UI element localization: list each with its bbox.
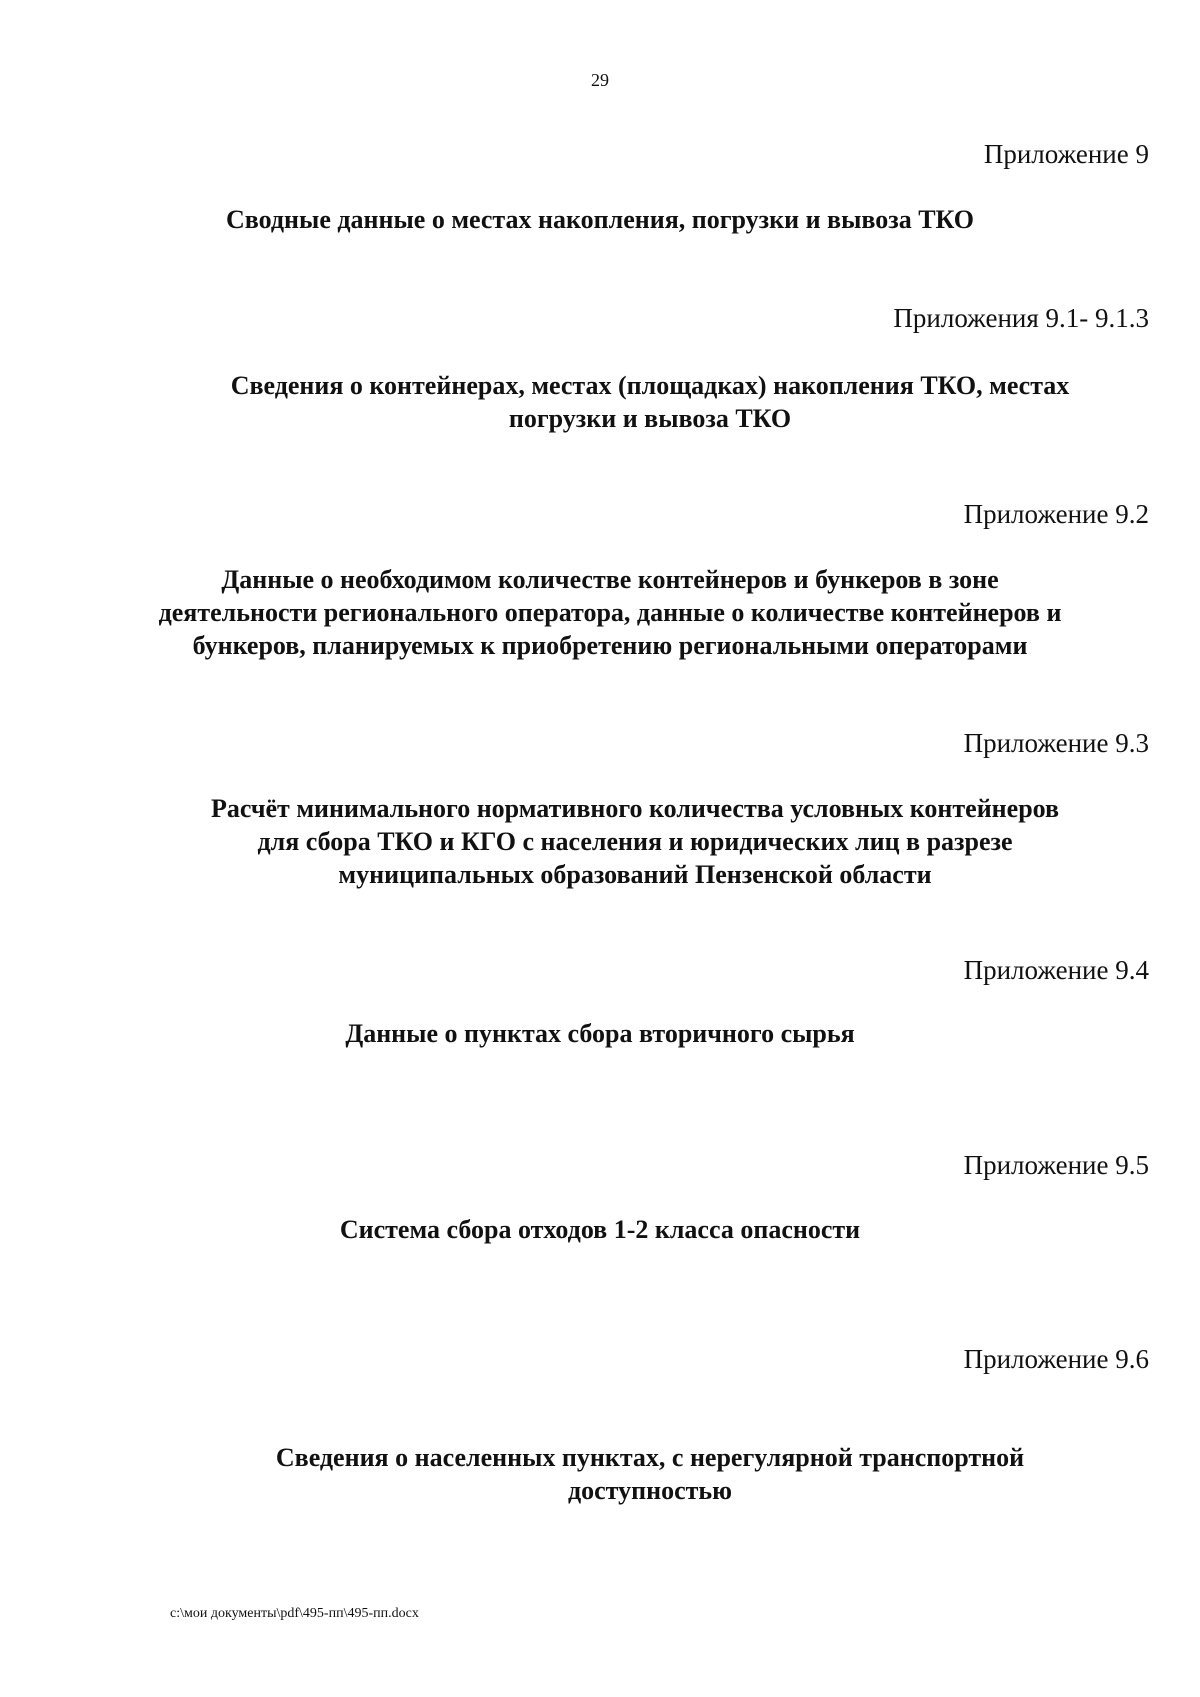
appendix-9-1-label: Приложения 9.1- 9.1.3 [893, 303, 1149, 333]
appendix-9-1-title: Сведения о контейнерах, местах (площадках) накопления ТКО, местах погрузки и вывоза ТКО [230, 371, 1070, 433]
appendix-9-6-title: Сведения о населенных пунктах, с нерегулярной транспортной доступностью [275, 1443, 1025, 1505]
appendix-9-2-label: Приложение 9.2 [963, 499, 1149, 529]
footer-file-path: c:\мои документы\pdf\495-пп\495-пп.docx [170, 1606, 419, 1621]
appendix-9-5-label: Приложение 9.5 [963, 1150, 1149, 1180]
appendix-9-4-title: Данные о пунктах сбора вторичного сырья [345, 1019, 855, 1048]
appendix-9-6-label: Приложение 9.6 [963, 1344, 1149, 1374]
appendix-9-label: Приложение 9 [983, 139, 1149, 169]
appendix-9-4-label: Приложение 9.4 [963, 955, 1149, 985]
appendix-9-2-title: Данные о необходимом количестве контейнеров и бункеров в зоне деятельности регионального оператора, данные о количестве контейнеров и бункеров, планируемых к приобретению региональными операторами [158, 565, 1062, 660]
page-number: 29 [591, 70, 609, 90]
appendix-9-title: Сводные данные о местах накопления, погрузки и вывоза ТКО [226, 205, 974, 234]
appendix-9-3-title: Расчёт минимального нормативного количества условных контейнеров для сбора ТКО и КГО с населения и юридических лиц в разрезе муниципальных образований Пензенской области [210, 794, 1060, 889]
appendix-9-5-title: Система сбора отходов 1-2 класса опасности [339, 1215, 861, 1244]
appendix-9-3-label: Приложение 9.3 [963, 728, 1149, 758]
